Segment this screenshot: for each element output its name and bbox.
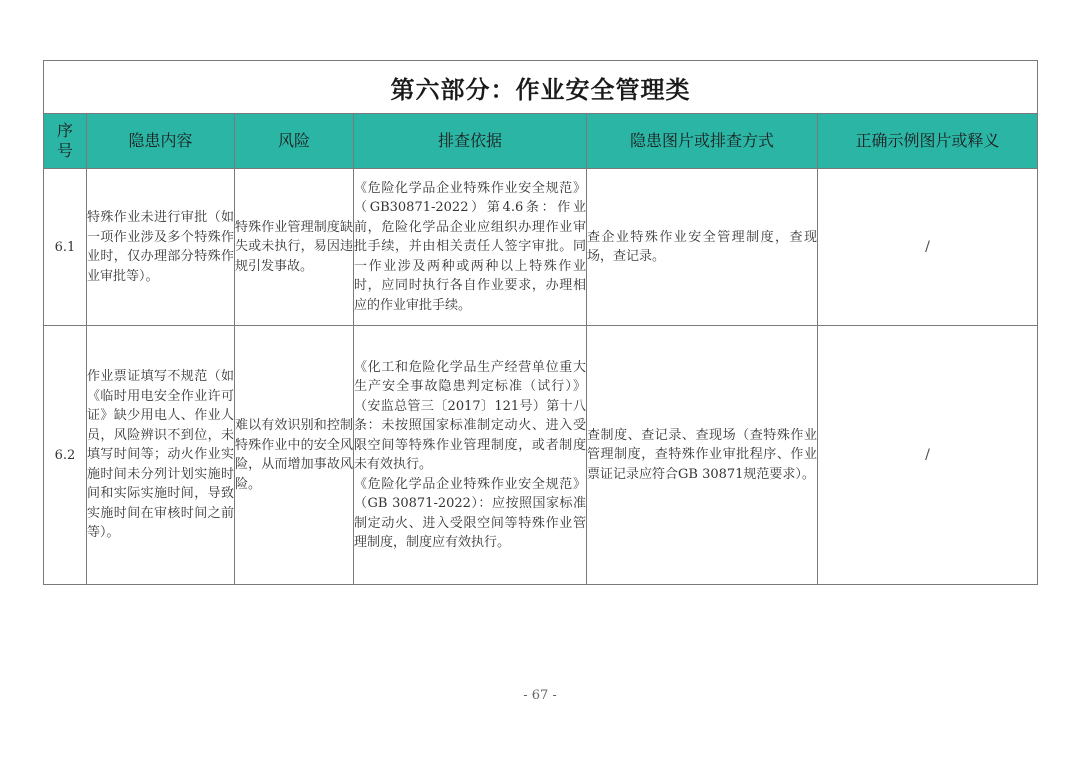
hazard-table — [43, 60, 1038, 585]
method-text: 查企业特殊作业安全管理制度，查现场，查记录。 — [587, 169, 818, 326]
example-text: / — [818, 169, 1038, 326]
header-no: 序号 — [44, 114, 87, 169]
table-header-row — [44, 114, 1038, 169]
header-risk: 风险 — [235, 114, 354, 169]
method-text: 查制度、查记录、查现场（查特殊作业管理制度，查特殊作业审批程序、作业票证记录应符合GB 30871规范要求）。 — [587, 326, 818, 585]
example-text: / — [818, 326, 1038, 585]
basis-text: 《化工和危险化学品生产经营单位重大生产安全事故隐患判定标准（试行）》（安监总管三〔2017〕121号）第十八条：未按照国家标准制定动火、进入受限空间等特殊作业管理制度，或者制度未有效执行。 《危险化学品企业特殊作业安全规范》（GB 30871-2022）：应按照国家标准制定动火、进入受限空间等特殊作业管理制度，制度应有效执行。 — [354, 326, 587, 585]
header-method: 隐患图片或排查方式 — [587, 114, 818, 169]
section-title: 第六部分：作业安全管理类 — [44, 61, 1038, 114]
page-number: - 67 - — [523, 688, 557, 703]
hazard-content: 特殊作业未进行审批（如一项作业涉及多个特殊作业时，仅办理部分特殊作业审批等）。 — [87, 169, 235, 326]
table-row — [44, 169, 1038, 326]
row-number: 6.1 — [44, 169, 87, 326]
header-example: 正确示例图片或释义 — [818, 114, 1038, 169]
risk-text: 难以有效识别和控制特殊作业中的安全风险，从而增加事故风险。 — [235, 326, 354, 585]
row-number: 6.2 — [44, 326, 87, 585]
header-basis: 排查依据 — [354, 114, 587, 169]
risk-text: 特殊作业管理制度缺失或未执行，易因违规引发事故。 — [235, 169, 354, 326]
basis-text: 《危险化学品企业特殊作业安全规范》（GB30871-2022）第4.6条：作业前，危险化学品企业应组织办理作业审批手续，并由相关责任人签字审批。同一作业涉及两种或两种以上特殊作业时，应同时执行各自作业要求，办理相应的作业审批手续。 — [354, 169, 587, 326]
hazard-content: 作业票证填写不规范（如《临时用电安全作业许可证》缺少用电人、作业人员，风险辨识不到位，未填写时间等；动火作业实施时间未分列计划实施时间和实际实施时间，导致实施时间在审核时间之前等）。 — [87, 326, 235, 585]
table-row — [44, 326, 1038, 585]
header-content: 隐患内容 — [87, 114, 235, 169]
